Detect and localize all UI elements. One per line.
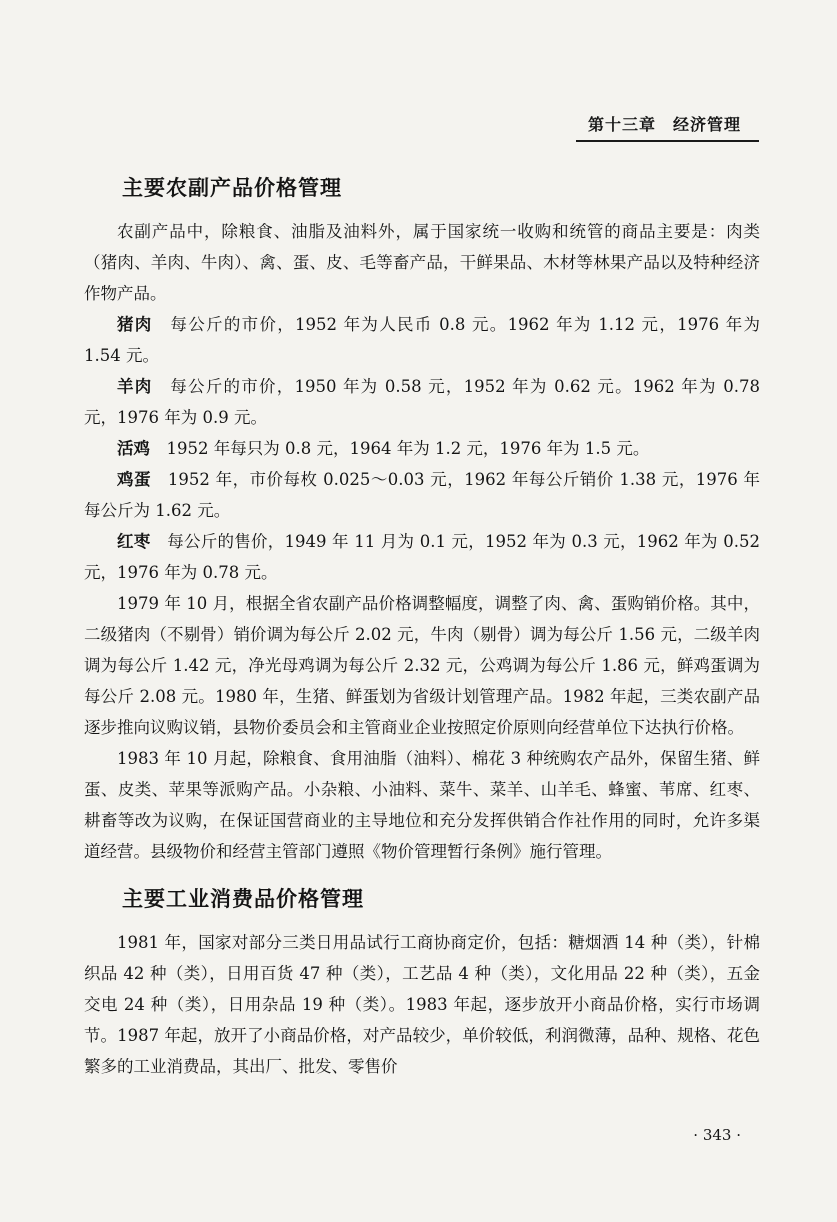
paragraph bbox=[84, 433, 760, 464]
page-number: · 343 · bbox=[693, 1126, 741, 1144]
paragraph bbox=[84, 588, 760, 743]
paragraph-text: 1981 年，国家对部分三类日用品试行工商协商定价，包括：糖烟酒 14 种（类），针棉织品 42 种（类），日用百货 47 种（类），工艺品 4 种（类），文化用品 22 种（类），五金交电 24 种（类），日用杂品 19 种（类）。1983 年起，逐步放开小商品价格，实行市场调节。1987 年起，放开了小商品价格，对产品较少，单价较低，利润微薄，品种、规格、花色繁多的工业消费品，其出厂、批发、零售价 bbox=[84, 933, 760, 1076]
paragraph bbox=[84, 371, 760, 433]
page-body bbox=[84, 168, 760, 1082]
paragraph bbox=[84, 216, 760, 309]
paragraph-text: 1979 年 10 月，根据全省农副产品价格调整幅度，调整了肉、禽、蛋购销价格。其中，二级猪肉（不剔骨）销价调为每公斤 2.02 元，牛肉（剔骨）调为每公斤 1.56 元，二级羊肉调为每公斤 1.42 元，净光母鸡调为每公斤 2.32 元，公鸡调为每公斤 1.86 元，鲜鸡蛋调为每公斤 2.08 元。1980 年，生猪、鲜蛋划为省级计划管理产品。1982 年起，三类农副产品逐步推向议购议销，县物价委员会和主管商业企业按照定价原则向经营单位下达执行价格。 bbox=[84, 594, 760, 737]
paragraph-text: 1952 年每只为 0.8 元，1964 年为 1.2 元，1976 年为 1.5 元。 bbox=[166, 439, 650, 458]
paragraph bbox=[84, 309, 760, 371]
paragraph bbox=[84, 927, 760, 1082]
paragraph bbox=[84, 464, 760, 526]
paragraph-term: 鸡蛋 bbox=[117, 470, 151, 489]
header-rule bbox=[576, 140, 759, 142]
paragraph-text: 1952 年，市价每枚 0.025～0.03 元，1962 年每公斤销价 1.38 元，1976 年每公斤为 1.62 元。 bbox=[84, 470, 760, 520]
paragraph-term: 活鸡 bbox=[117, 439, 150, 458]
paragraph bbox=[84, 526, 760, 588]
section-heading: 主要农副产品价格管理 bbox=[122, 176, 342, 200]
paragraph-term: 猪肉 bbox=[117, 315, 153, 334]
paragraph-text: 每公斤的市价，1952 年为人民币 0.8 元。1962 年为 1.12 元，1976 年为 1.54 元。 bbox=[84, 315, 761, 365]
paragraph-term: 红枣 bbox=[117, 532, 151, 551]
paragraph-text: 农副产品中，除粮食、油脂及油料外，属于国家统一收购和统管的商品主要是：肉类（猪肉、羊肉、牛肉）、禽、蛋、皮、毛等畜产品，干鲜果品、木材等林果产品以及特种经济作物产品。 bbox=[84, 222, 760, 303]
paragraph-text: 每公斤的市价，1950 年为 0.58 元，1952 年为 0.62 元。1962 年为 0.78 元，1976 年为 0.9 元。 bbox=[84, 377, 761, 427]
paragraph-term: 羊肉 bbox=[117, 377, 153, 396]
paragraph-text: 每公斤的售价，1949 年 11 月为 0.1 元，1952 年为 0.3 元，1962 年为 0.52 元，1976 年为 0.78 元。 bbox=[84, 532, 761, 582]
paragraph-text: 1983 年 10 月起，除粮食、食用油脂（油料）、棉花 3 种统购农产品外，保留生猪、鲜蛋、皮类、苹果等派购产品。小杂粮、小油料、菜牛、菜羊、山羊毛、蜂蜜、苇席、红枣、耕畜等改为议购，在保证国营商业的主导地位和充分发挥供销合作社作用的同时，允许多渠道经营。县级物价和经营主管部门遵照《物价管理暂行条例》施行管理。 bbox=[84, 749, 760, 861]
paragraph bbox=[84, 743, 760, 867]
running-header: 第十三章 经济管理 bbox=[587, 115, 741, 134]
section-heading: 主要工业消费品价格管理 bbox=[122, 887, 364, 911]
